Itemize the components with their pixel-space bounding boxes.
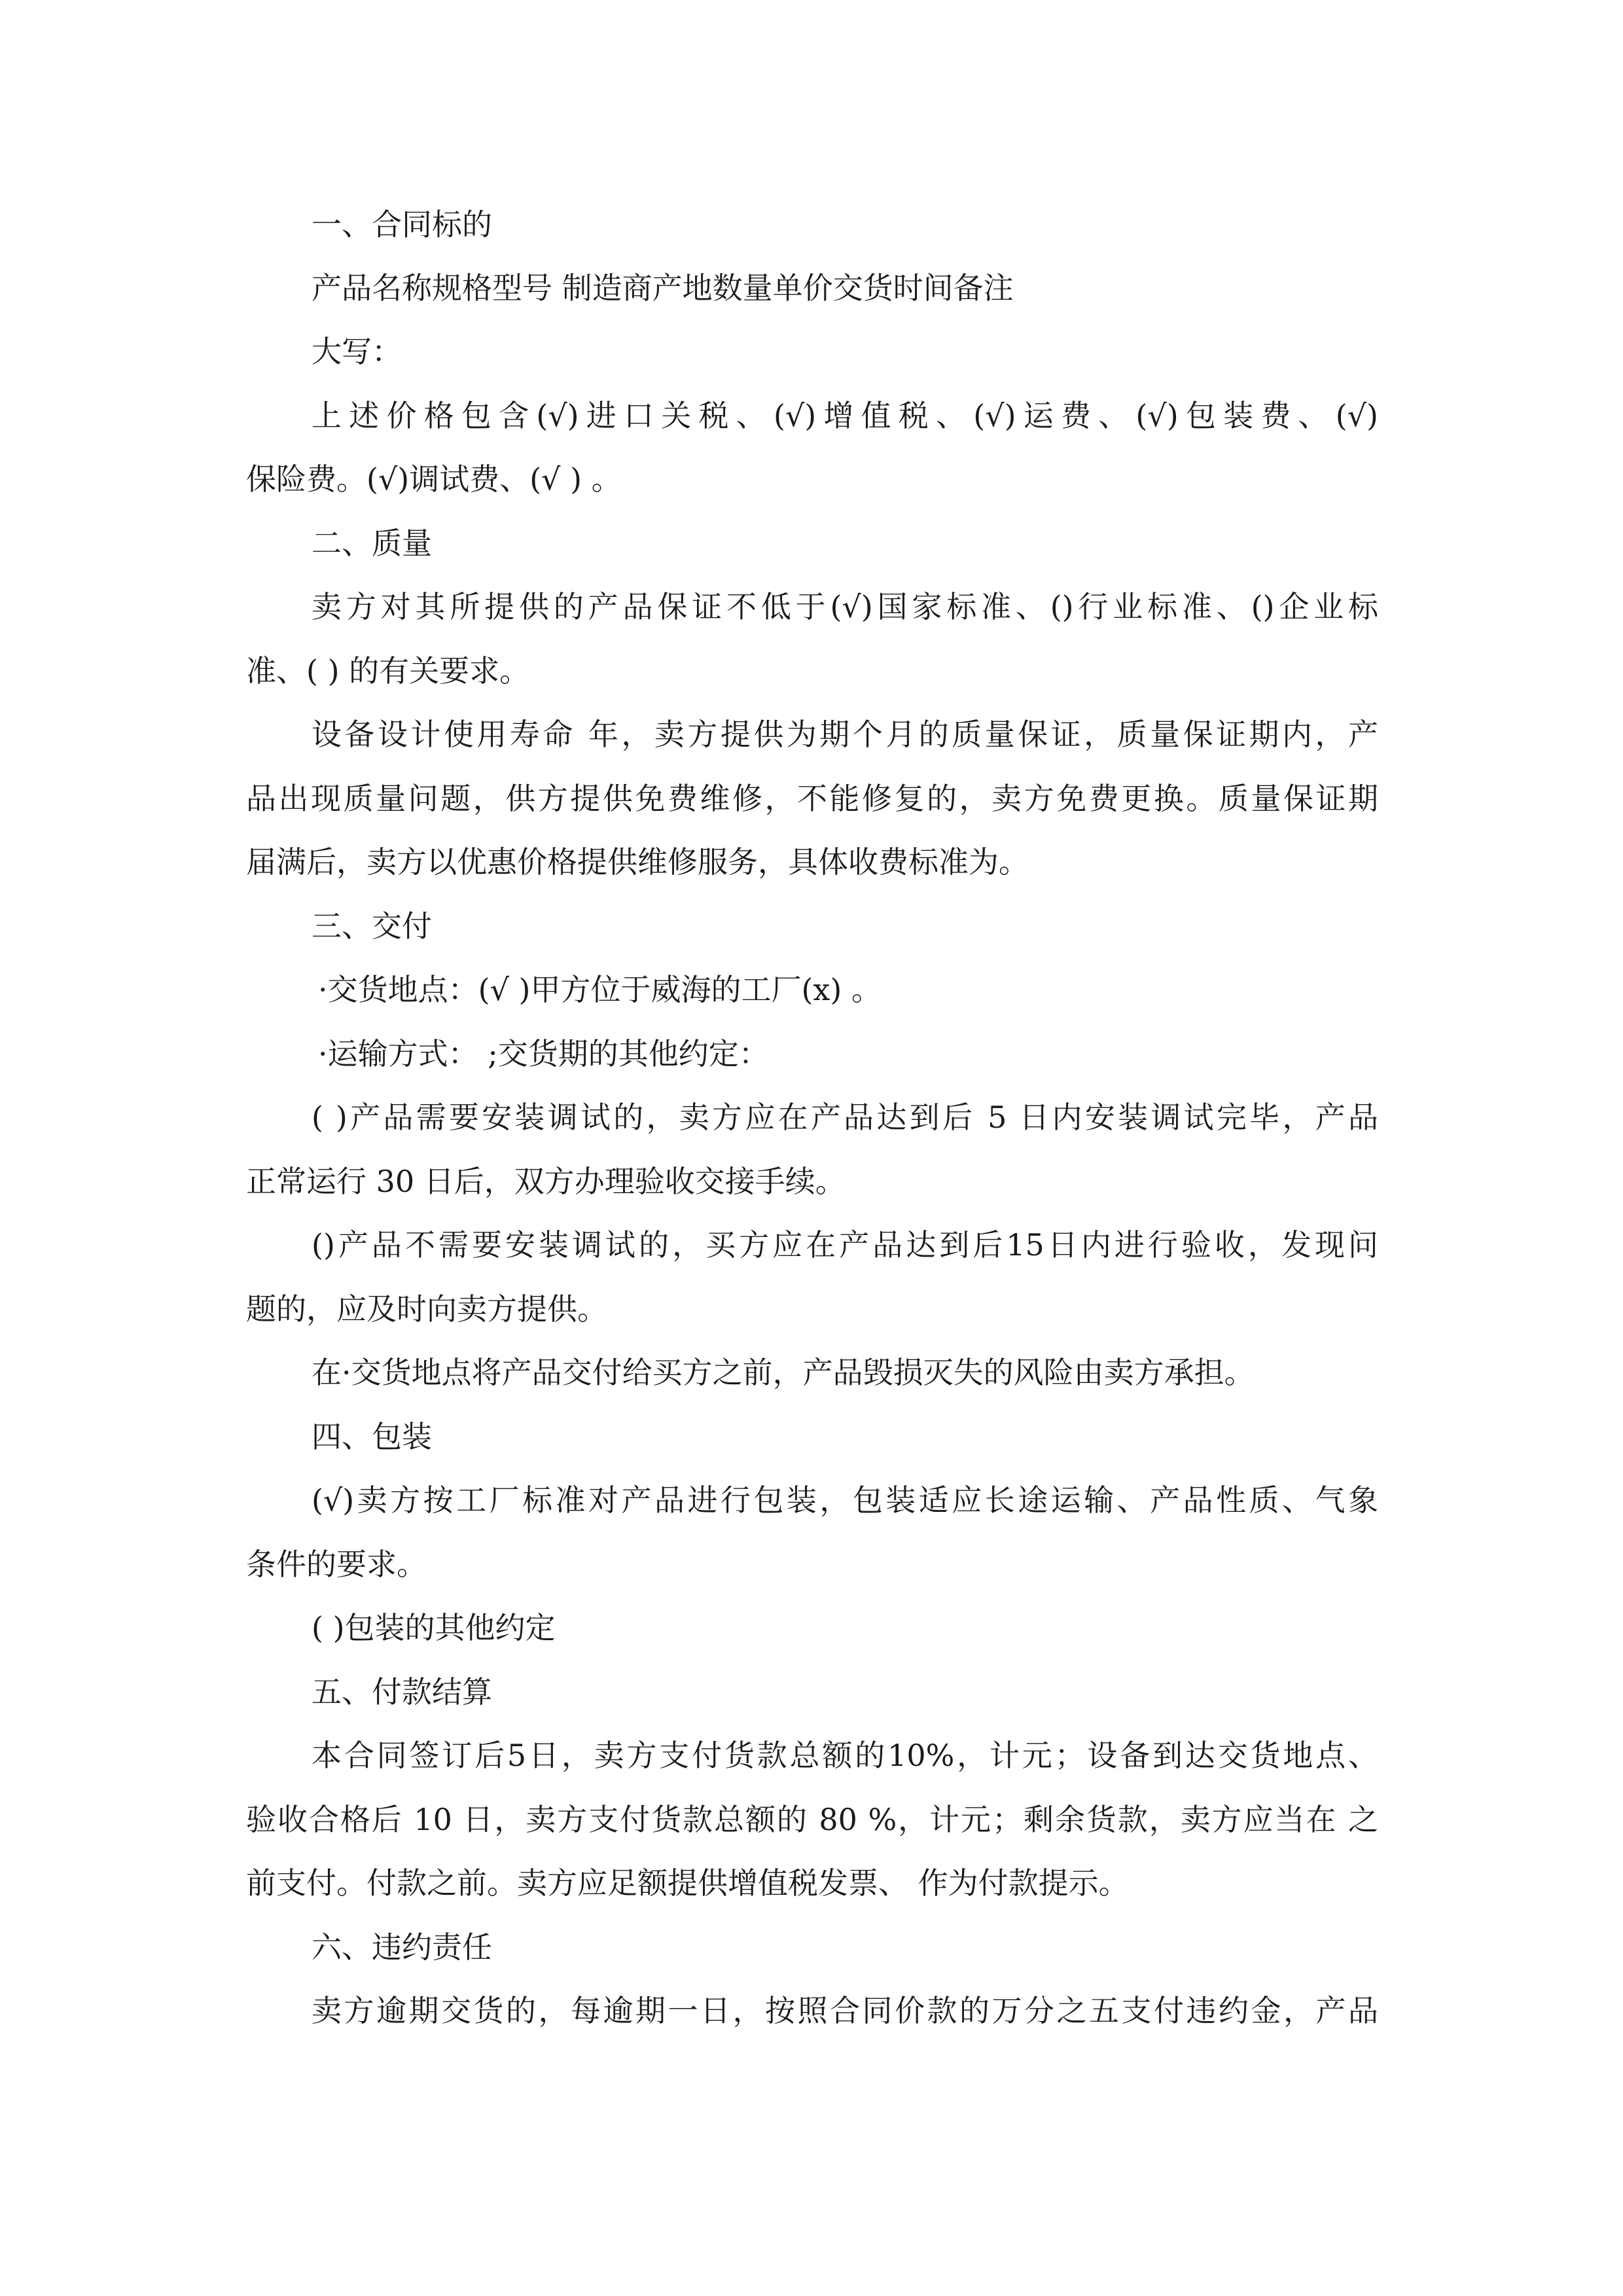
- payment-line-3: 前支付。付款之前。卖方应足额提供增值税发票、 作为付款提示。: [246, 1865, 1129, 1901]
- section-heading-liability: 六、违约责任: [312, 1929, 492, 1965]
- price-includes-line-cont: 保险费。(√)调试费、(√ ) 。: [246, 461, 622, 497]
- section-heading-subject: 一、合同标的: [312, 207, 492, 242]
- quality-standard-line-cont: 准、( ) 的有关要求。: [246, 653, 530, 689]
- packaging-other-line: ( )包装的其他约定: [312, 1610, 556, 1645]
- installation-line-2: 正常运行 30 日后，双方办理验收交接手续。: [246, 1164, 846, 1199]
- uppercase-amount-label: 大写：: [312, 334, 402, 369]
- section-heading-delivery: 三、交付: [312, 908, 432, 944]
- warranty-line-2: 品出现质量问题，供方提供免费维修，不能修复的，卖方免费更换。质量保证期: [246, 781, 1378, 816]
- packaging-line-1: (√)卖方按工厂标准对产品进行包装，包装适应长途运输、产品性质、气象: [312, 1482, 1378, 1518]
- payment-line-2: 验收合格后 10 日，卖方支付货款总额的 80 %，计元；剩余货款，卖方应当在 之: [246, 1802, 1378, 1837]
- section-heading-packaging: 四、包装: [312, 1419, 432, 1454]
- no-installation-line-2: 题的，应及时向卖方提供。: [246, 1291, 607, 1327]
- quality-standard-line: 卖方对其所提供的产品保证不低于(√)国家标准、()行业标准、()企业标: [312, 589, 1378, 624]
- section-heading-payment: 五、付款结算: [312, 1674, 492, 1710]
- section-heading-quality: 二、质量: [312, 526, 432, 561]
- payment-line-1: 本合同签订后5日，卖方支付货款总额的10%，计元；设备到达交货地点、: [312, 1738, 1378, 1773]
- product-columns-line: 产品名称规格型号 制造商产地数量单价交货时间备注: [312, 270, 1014, 306]
- warranty-line-3: 届满后，卖方以优惠价格提供维修服务，具体收费标准为。: [246, 844, 1029, 880]
- packaging-line-2: 条件的要求。: [246, 1547, 427, 1582]
- delivery-location-line: ·交货地点：(√ )甲方位于威海的工厂(x) 。: [318, 972, 882, 1007]
- warranty-line-1: 设备设计使用寿命 年，卖方提供为期个月的质量保证，质量保证期内，产: [312, 717, 1378, 752]
- risk-transfer-line: 在·交货地点将产品交付给买方之前，产品毁损灭失的风险由卖方承担。: [312, 1355, 1255, 1390]
- installation-line-1: ( )产品需要安装调试的，卖方应在产品达到后 5 日内安装调试完毕，产品: [312, 1100, 1378, 1135]
- liability-line-1: 卖方逾期交货的，每逾期一日，按照合同价款的万分之五支付违约金，产品: [312, 1993, 1378, 2028]
- no-installation-line-1: ()产品不需要安装调试的，买方应在产品达到后15日内进行验收，发现问: [312, 1227, 1378, 1263]
- price-includes-line: 上述价格包含(√)进口关税、(√)增值税、(√)运费、(√)包装费、(√): [312, 398, 1378, 433]
- transport-method-line: ·运输方式： ;交货期的其他约定：: [318, 1036, 769, 1071]
